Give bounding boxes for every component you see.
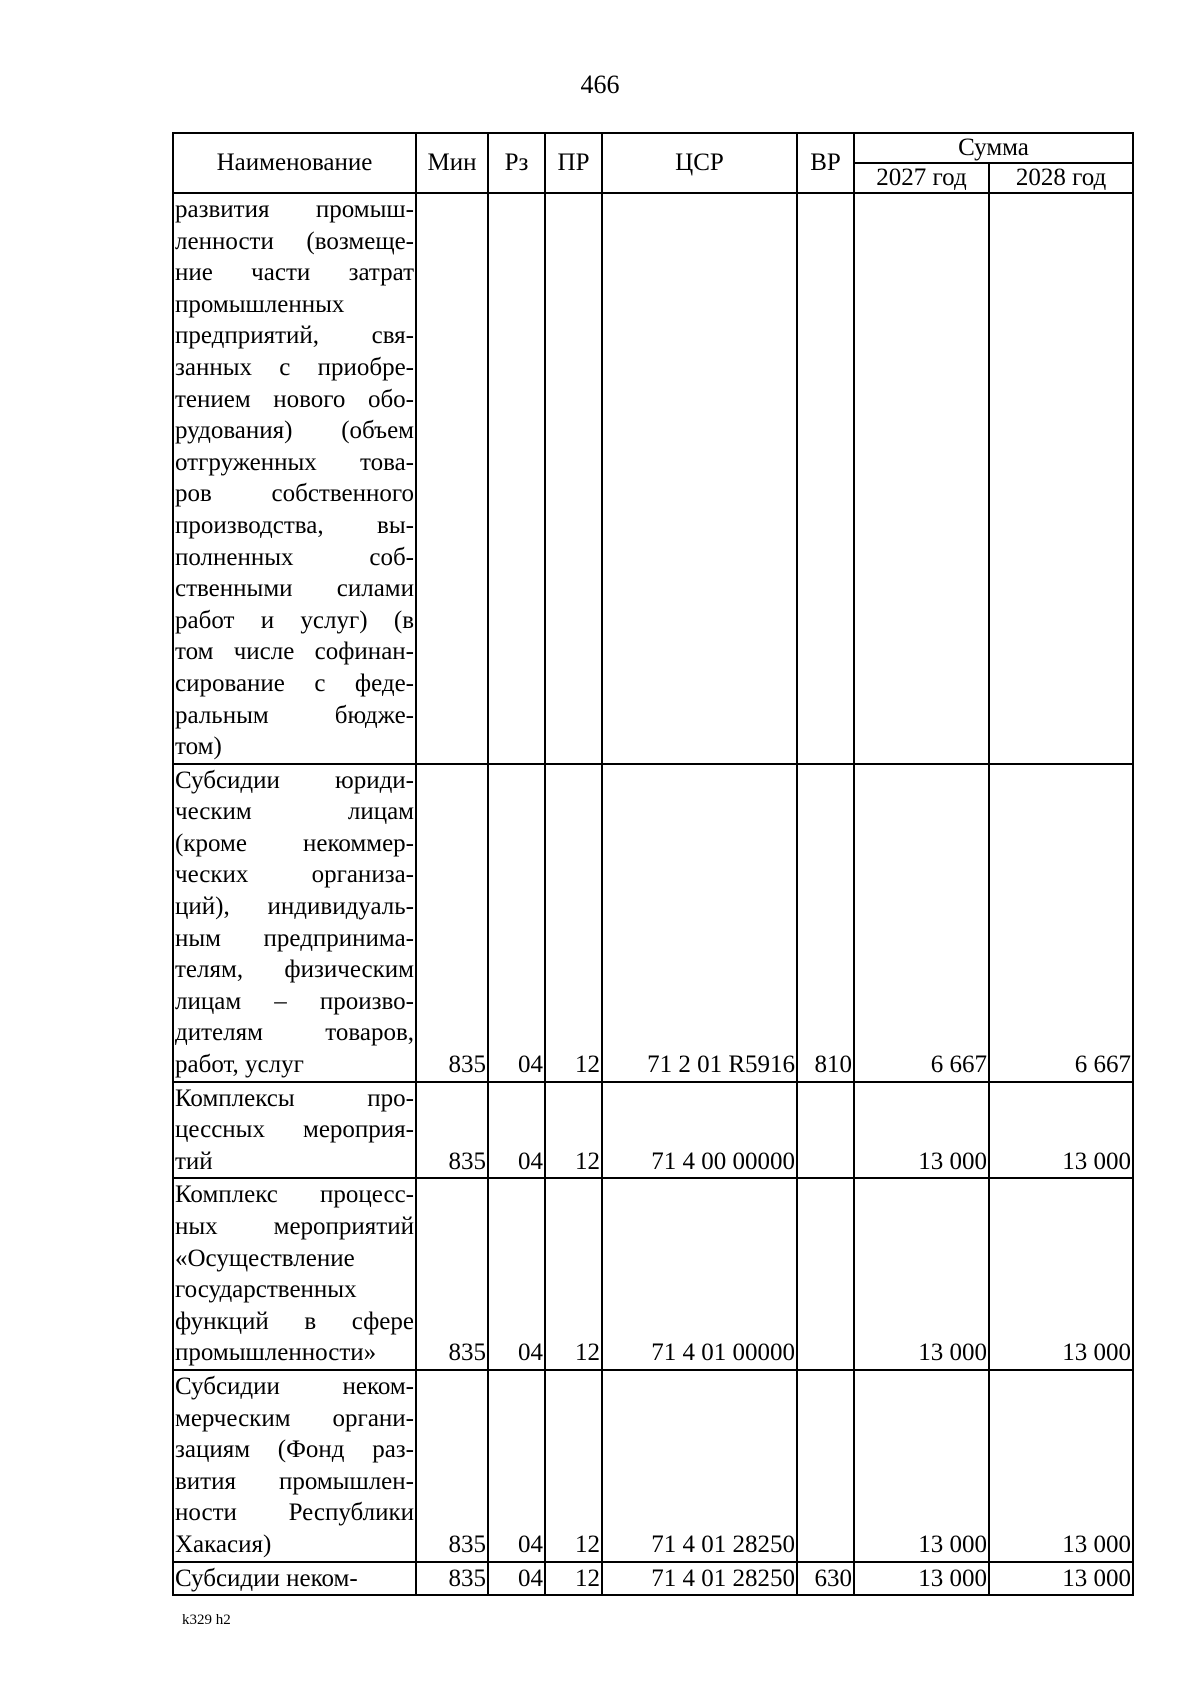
row-min: 835 (416, 1178, 488, 1370)
row-rz: 04 (488, 1082, 545, 1179)
row-sum-2027: 13 000 (854, 1082, 989, 1179)
row-name-line: (кроме некоммер- (175, 829, 414, 857)
header-year-2028: 2028 год (989, 163, 1133, 193)
row-csr: 71 4 01 28250 (602, 1562, 797, 1596)
row-rz: 04 (488, 1178, 545, 1370)
row-name-line: отгруженных това- (175, 448, 414, 476)
row-name-line: производства, вы- (175, 511, 414, 539)
table-row (173, 193, 1133, 764)
row-sum-2028 (989, 193, 1133, 764)
row-name-line: государственных (175, 1276, 357, 1304)
header-year-2027: 2027 год (854, 163, 989, 193)
row-min: 835 (416, 764, 488, 1082)
row-name-line: промышленности» (175, 1339, 377, 1367)
header-name: Наименование (173, 133, 416, 193)
table-row (173, 1178, 1133, 1370)
row-name-line: лицам – произво- (175, 987, 414, 1015)
row-name (173, 764, 416, 1082)
row-name-line: Хакасия) (175, 1530, 272, 1558)
row-min (416, 193, 488, 764)
table-row (173, 1562, 1133, 1596)
row-vr (797, 1178, 854, 1370)
row-name-line: том числе софинан- (175, 638, 414, 666)
row-name-line: телям, физическим (175, 956, 414, 984)
row-name-line: развития промыш- (175, 196, 414, 223)
header-min: Мин (416, 133, 488, 193)
row-vr: 630 (797, 1562, 854, 1596)
row-name-line: тий (175, 1147, 213, 1175)
row-name (173, 1370, 416, 1562)
table-body (173, 193, 1133, 1595)
table-row (173, 1370, 1133, 1562)
row-csr: 71 4 00 00000 (602, 1082, 797, 1179)
row-name-line: ций), индивидуаль- (175, 893, 414, 921)
row-rz: 04 (488, 1370, 545, 1562)
row-csr (602, 193, 797, 764)
row-name-line: Субсидии неком- (175, 1564, 358, 1592)
row-name-line: ческих организа- (175, 861, 414, 889)
row-rz (488, 193, 545, 764)
row-name-line: промышленных (175, 290, 345, 318)
row-sum-2027: 13 000 (854, 1178, 989, 1370)
header-rz: Рз (488, 133, 545, 193)
row-csr: 71 2 01 R5916 (602, 764, 797, 1082)
row-name-line: цессных мероприя- (175, 1116, 414, 1144)
row-pr (545, 193, 602, 764)
row-name-line: Комплексы про- (175, 1084, 414, 1112)
row-name-line: сирование с феде- (175, 669, 414, 697)
row-min: 835 (416, 1370, 488, 1562)
row-name-line: ных мероприятий (175, 1213, 414, 1240)
row-name-line: ленности (возмеще- (175, 227, 414, 255)
row-name-line: работ, услуг (175, 1051, 304, 1079)
row-name-line: занных с приобре- (175, 353, 414, 381)
header-pr: ПР (545, 133, 602, 193)
row-name-line: ственными силами (175, 575, 414, 603)
row-name-line: дителям товаров, (175, 1019, 414, 1047)
row-pr: 12 (545, 1082, 602, 1179)
row-sum-2028: 13 000 (989, 1562, 1133, 1596)
row-name-line: «Осуществление (175, 1244, 355, 1272)
row-name-line: Субсидии неком- (175, 1372, 414, 1400)
row-vr (797, 1082, 854, 1179)
row-name-line: работ и услуг) (в (175, 606, 414, 634)
row-name-line: Субсидии юриди- (175, 766, 414, 794)
row-pr: 12 (545, 764, 602, 1082)
row-sum-2027: 13 000 (854, 1370, 989, 1562)
row-name (173, 1178, 416, 1370)
row-name-line: мерческим органи- (175, 1404, 414, 1432)
row-rz: 04 (488, 1562, 545, 1596)
footer-code: k329 h2 (182, 1612, 231, 1628)
table-row (173, 1082, 1133, 1179)
page-number: 466 (580, 70, 620, 99)
budget-table (172, 132, 1134, 1596)
row-pr: 12 (545, 1562, 602, 1596)
row-vr (797, 1370, 854, 1562)
row-sum-2028: 13 000 (989, 1082, 1133, 1179)
row-name (173, 193, 416, 764)
row-csr: 71 4 01 28250 (602, 1370, 797, 1562)
row-vr: 810 (797, 764, 854, 1082)
header-csr: ЦСР (602, 133, 797, 193)
row-name-line: ческим лицам (175, 798, 414, 826)
row-name-line: ральным бюдже- (175, 701, 414, 729)
row-sum-2028: 6 667 (989, 764, 1133, 1082)
row-name-line: функций в сфере (175, 1307, 414, 1335)
row-name-line: предприятий, свя- (175, 322, 414, 350)
row-name-line: ние части затрат (175, 259, 414, 287)
row-name-line: том) (175, 733, 222, 761)
row-pr: 12 (545, 1370, 602, 1562)
row-sum-2027: 6 667 (854, 764, 989, 1082)
table-row (173, 764, 1133, 1082)
row-sum-2028: 13 000 (989, 1370, 1133, 1562)
header-vr: ВР (797, 133, 854, 193)
row-rz: 04 (488, 764, 545, 1082)
row-csr: 71 4 01 00000 (602, 1178, 797, 1370)
row-name (173, 1082, 416, 1179)
row-vr (797, 193, 854, 764)
row-name-line: Комплекс процесс- (175, 1181, 414, 1209)
row-sum-2028: 13 000 (989, 1178, 1133, 1370)
row-name-line: рудования) (объем (175, 417, 414, 445)
row-name-line: ным предпринима- (175, 924, 414, 952)
header-sum: Сумма (854, 133, 1133, 163)
row-min: 835 (416, 1562, 488, 1596)
row-name (173, 1562, 416, 1596)
row-name-line: вития промышлен- (175, 1467, 414, 1495)
row-sum-2027: 13 000 (854, 1562, 989, 1596)
row-name-line: зациям (Фонд раз- (175, 1436, 414, 1464)
row-name-line: тением нового обо- (175, 385, 414, 413)
row-sum-2027 (854, 193, 989, 764)
row-pr: 12 (545, 1178, 602, 1370)
row-name-line: ности Республики (175, 1499, 414, 1527)
row-name-line: ров собственного (175, 480, 414, 508)
row-min: 835 (416, 1082, 488, 1179)
row-name-line: полненных соб- (175, 543, 414, 571)
